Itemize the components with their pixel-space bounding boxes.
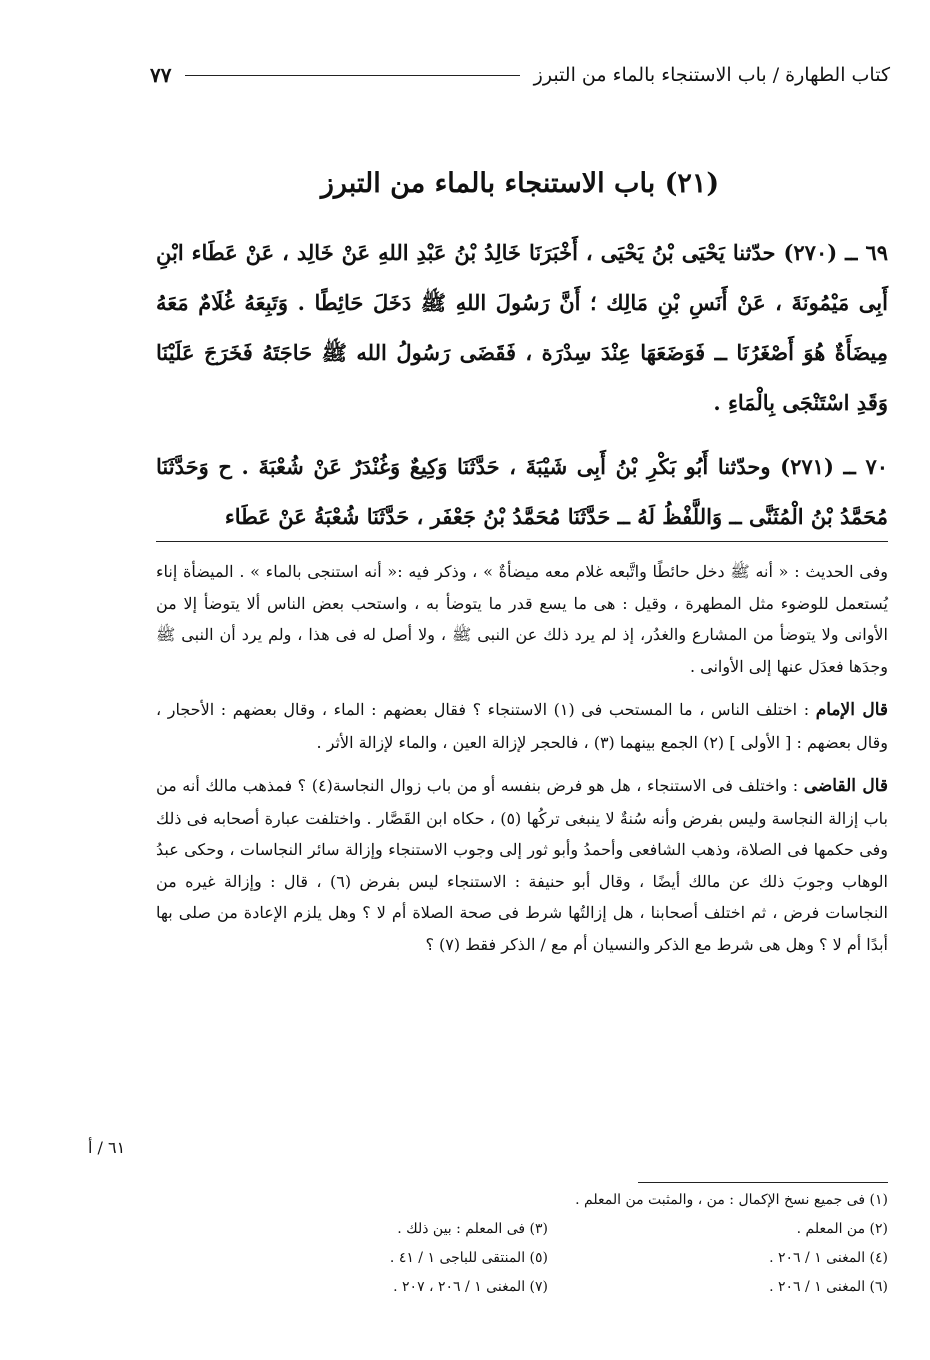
chapter-title: (٢١) باب الاستنجاء بالماء من التبرز: [320, 168, 720, 199]
running-header: [150, 58, 890, 92]
footnote-row: [156, 1273, 888, 1302]
manuscript-folio-ref: ٦١ / أ: [88, 1138, 126, 1157]
footnote-1: (١) فى جميع نسخ الإكمال : من ، والمثبت من المعلم .: [575, 1192, 888, 1208]
footnote-3: (٣) فى المعلم : بين ذلك .: [397, 1221, 548, 1237]
imam-text: : اختلف الناس ، ما المستحب فى (١) الاستنجاء ؟ فقال بعضهم : الماء ، وقال بعضهم : الأحجار ، وقال بعضهم : [ الأولى ] (٢) الجمع بينهما (٣) ، فالحجر لإزالة العين ، والماء لإزالة الأثر .: [156, 700, 888, 752]
running-title: كتاب الطهارة / باب الاستنجاء بالماء من التبرز: [533, 64, 890, 86]
imam-paragraph: [156, 694, 888, 758]
text-commentary-divider: [156, 541, 888, 542]
imam-label: قال الإمام: [815, 700, 888, 720]
qadi-paragraph: [156, 770, 888, 960]
footnote-row: [156, 1186, 888, 1215]
page-number: ٧٧: [150, 63, 172, 87]
footnote-4: (٤) المغنى ١ / ٢٠٦ .: [769, 1250, 888, 1266]
commentary: [156, 556, 888, 972]
hadith-69: ٦٩ ــ (٢٧٠) حدّثنا يَحْيَى بْنُ يَحْيَى ، أَخْبَرَنَا خَالِدُ بْنُ عَبْدِ اللهِ عَنْ خَالِد ، عَنْ عَطَاء ابْنِ أَبِى مَيْمُونَةَ ، عَنْ أَنَسِ بْنِ مَالِك ؛ أَنَّ رَسُولَ اللهِ ﷺ دَخَلَ حَائِطًا . وَتَبِعَهُ غُلَامٌ مَعَهُ مِيضَأَةٌ هُوَ أَصْغَرُنَا ــ فَوَضَعَهَا عِنْدَ سِدْرَة ، فَقَضَى رَسُولُ الله ﷺ حَاجَتَهُ فَخَرَجَ عَلَيْنَا وَقَدِ اسْتَنْجَى بِالْمَاءِ .: [156, 240, 888, 415]
footnote-7: (٧) المغنى ١ / ٢٠٦ ، ٢٠٧ .: [393, 1279, 548, 1295]
hadith-70: ٧٠ ــ (٢٧١) وحدّثنا أَبُو بَكْرِ بْنُ أَبِى شَيْبَةَ ، حَدَّثَنَا وَكِيعٌ وَغُنْدَرٌ عَنْ شُعْبَةَ . ح وَحَدَّثَنَا مُحَمَّدُ بْنُ الْمُثَنَّى ــ وَاللَّفْظُ لَهُ ــ حَدَّثَنَا مُحَمَّدُ بْنُ جَعْفَر ، حَدَّثَنَا شُعْبَةُ عَنْ عَطَاء: [156, 454, 888, 529]
qadi-text: : واختلف فى الاستنجاء ، هل هو فرض بنفسه أو من باب زوال النجاسة(٤) ؟ فمذهب مالك أنه من باب إزالة النجاسة وليس بفرض وأنه سُنةٌ لا ينبغى تركُها (٥) ، حكاه ابن القَصَّار . واختلفت عبارة أصحابه فى ذلك وفى حكمها فى الصلاة، وذهب الشافعى وأحمدُ وأبو ثور إلى وجوب الاستنجاء وإزالة سائر النجاسات ، وحكى عبدُ الوهاب وجوبَ ذلك عن مالك أيضًا ، وقال أبو حنيفة : الاستنجاء ليس بفرض (٦) ، قال : وإزالة غيره من النجاسات فرض ، ثم اختلف أصحابنا ، هل إزالتُها شرط فى صحة الصلاة أم لا ؟ وهل يلزم الإعادة من صلى بها أبدًا أم لا ؟ وهل هى شرط مع الذكر والنسيان أم مع / الذكر فقط (٧) ؟: [156, 776, 889, 954]
hadith-block: [156, 228, 888, 550]
qadi-label: قال القاضى: [803, 776, 889, 796]
commentary-intro: وفى الحديث : « أنه ﷺ دخل حائطًا واتَّبعه غلام معه ميضأةٌ » ، وذكر فيه :« أنه استنجى بالماء » . الميضأة إناء يُستعمل للوضوء مثل المطهرة ، وقيل : هى ما يسع قدر ما يتوضأ به ، واستحب بعض الناس ألا يتوضأ إلا من الأوانى ولا يتوضأ من المشارع والغدُر، إذ لم يرد ذلك عن النبى ﷺ ، ولا أصل له فى هذا ، ولم يرد أن النبى ﷺ وجدَها فعدَل عنها إلى الأوانى .: [156, 562, 889, 676]
footnote-divider: [638, 1182, 888, 1183]
footnotes: [156, 1186, 888, 1302]
footnote-6: (٦) المغنى ١ / ٢٠٦ .: [769, 1279, 888, 1295]
footnote-5: (٥) المنتقى للباجى ١ / ٤١ .: [389, 1250, 548, 1266]
footnote-row: [156, 1244, 888, 1273]
header-rule: [185, 75, 519, 76]
footnote-2: (٢) من المعلم .: [796, 1221, 888, 1237]
footnote-row: [156, 1215, 888, 1244]
